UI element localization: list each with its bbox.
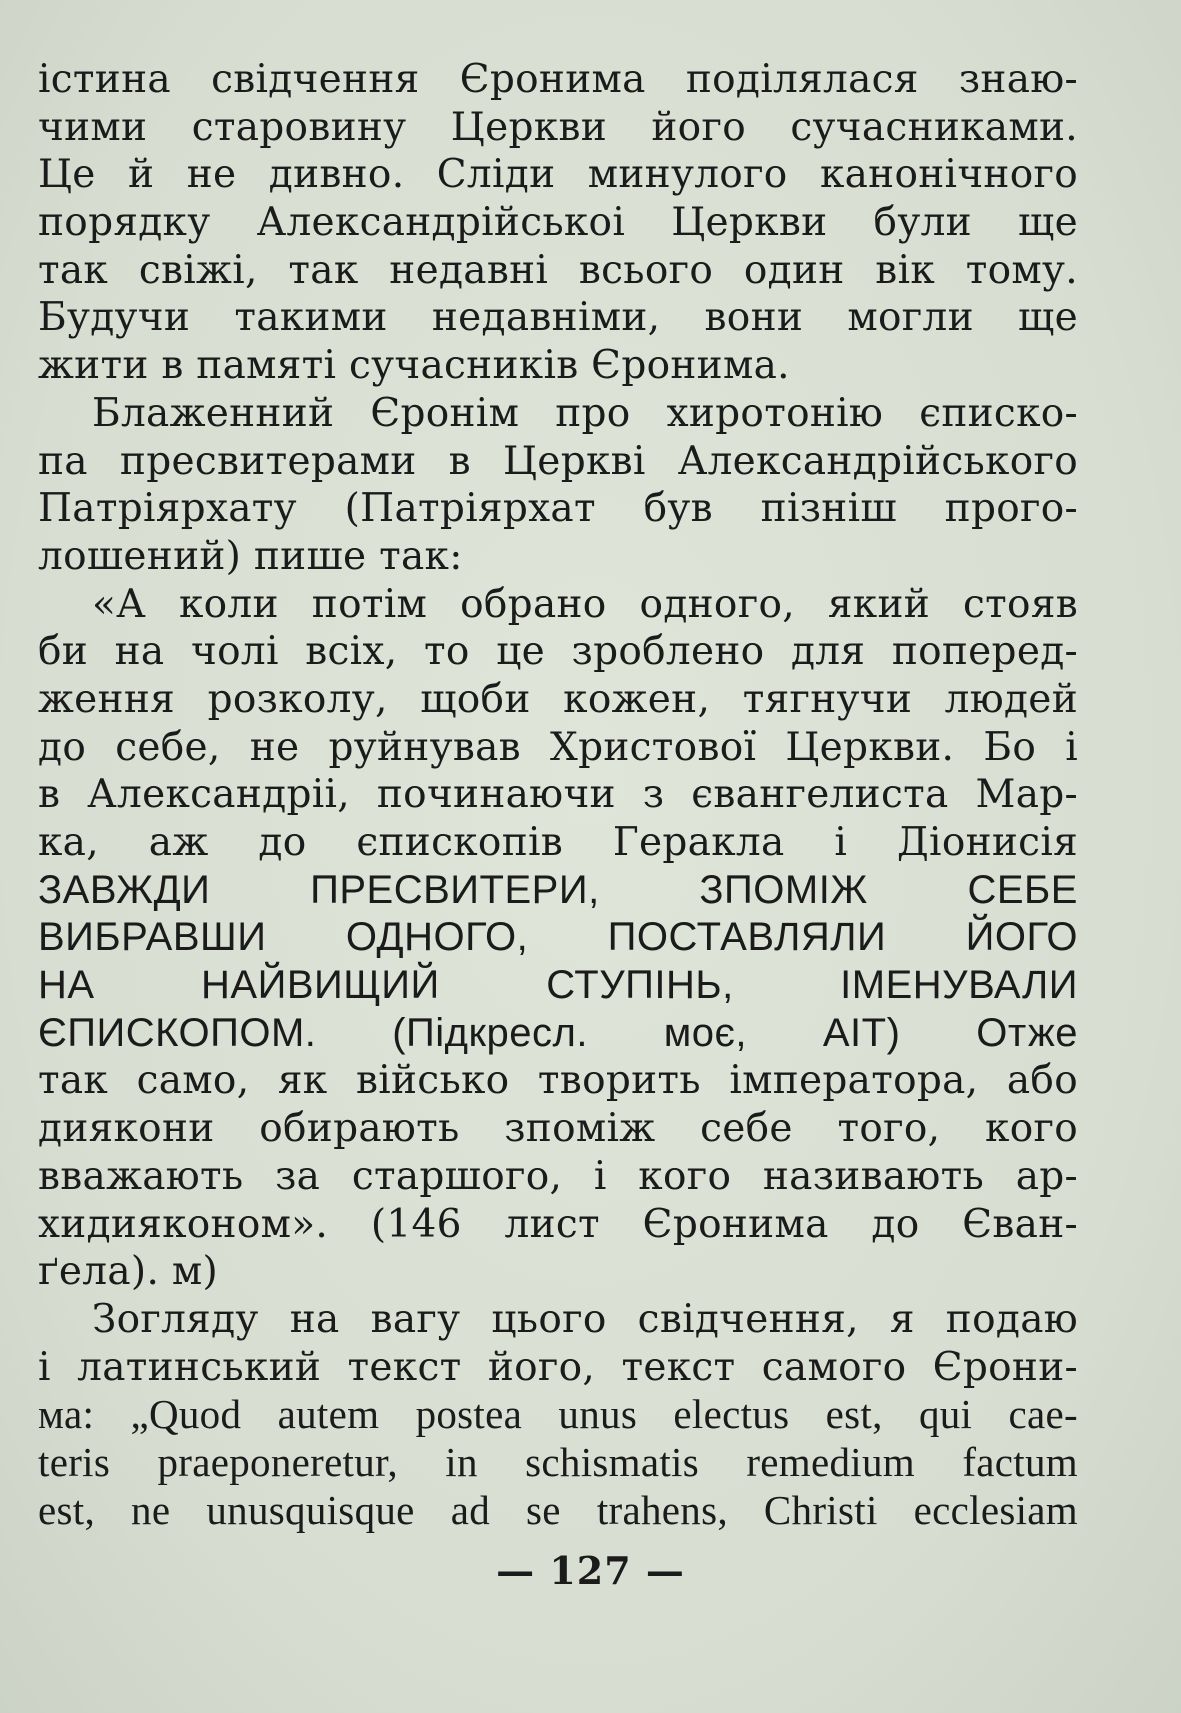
quote-line: вважають за старшого, і кого називають ар-: [38, 1153, 1078, 1199]
quote-line: до себе, не руйнував Христової Церкви. Бо і: [38, 724, 1078, 770]
text-line: жити в памяті сучасників Єронима.: [38, 343, 790, 389]
text-line: порядку Александрійськоі Церкви були ще: [38, 200, 1078, 246]
quote-line: хидияконом». (146 лист Єронима до Єван-: [38, 1201, 1078, 1247]
text-line: істина свідчення Єронима поділялася знаю-: [38, 57, 1078, 102]
emphasis-line: НА НАЙВИЩИЙ СТУПІНЬ, ІМЕНУВАЛИ: [38, 963, 1078, 1008]
text-line: Зогляду на вагу цього свідчення, я подаю: [92, 1296, 1078, 1342]
emphasis-line: ЗАВЖДИ ПРЕСВИТЕРИ, ЗПОМІЖ СЕБЕ: [38, 867, 1078, 912]
quote-line: ження розколу, щоби кожен, тягнучи людей: [38, 676, 1078, 722]
body-text: [38, 56, 1078, 1534]
text-line: Будучи такими недавніми, вони могли ще: [38, 295, 1078, 341]
quote-line: ґела). м): [38, 1249, 218, 1295]
text-line: чими старовину Церкви його сучасниками.: [38, 104, 1078, 150]
text-line: Патріярхату (Патріярхат був пізніш прого-: [38, 486, 1078, 532]
page-number: — 127 —: [496, 1548, 685, 1593]
latin-line: teris praeponeretur, in schismatis remedium factum: [38, 1438, 1078, 1485]
text-line: Це й не дивно. Сліди минулого канонічного: [38, 152, 1078, 198]
text-line: так свіжі, так недавні всього один вік тому.: [38, 247, 1078, 293]
text-line: і латинський текст його, текст самого Єрони-: [38, 1344, 1078, 1390]
latin-line: ма: „Quod autem postea unus electus est, qui cae-: [38, 1391, 1078, 1438]
quote-line: ка, аж до єпископів Геракла і Діонисія: [38, 820, 1078, 865]
quote-line: так само, як військо творить імператора, або: [38, 1058, 1078, 1104]
text-line: лошений) пише так:: [38, 533, 463, 579]
emphasis-line: ЄПИСКОПОМ. (Підкресл. моє, АІТ) Отже: [38, 1010, 1078, 1055]
latin-line: est, ne unusquisque ad se trahens, Christi ecclesiam: [38, 1486, 1078, 1533]
emphasis-line: ВИБРАВШИ ОДНОГО, ПОСТАВЛЯЛИ ЙОГО: [38, 915, 1078, 960]
quote-line: «А коли потім обрано одного, який стояв: [92, 581, 1078, 627]
quote-line: в Александріі, починаючи з євангелиста Мар-: [38, 772, 1078, 818]
quote-line: диякони обирають зпоміж себе того, кого: [38, 1106, 1078, 1152]
text-line: па пресвитерами в Церкві Александрійського: [38, 438, 1078, 484]
quote-line: би на чолі всіх, то це зроблено для поперед-: [38, 629, 1078, 675]
text-line: Блаженний Єронім про хиротонію єписко-: [92, 390, 1078, 436]
